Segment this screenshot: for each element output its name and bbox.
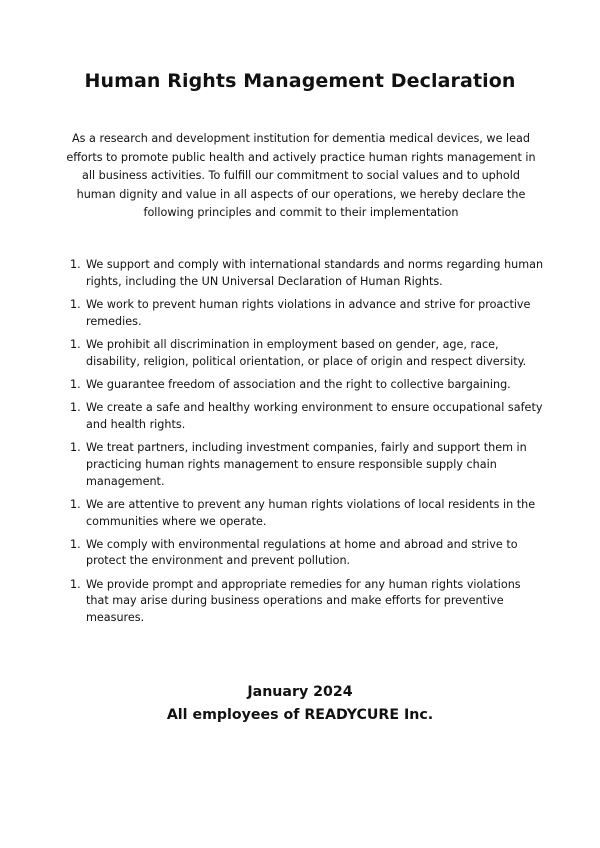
list-item xyxy=(70,297,546,330)
list-item xyxy=(70,337,546,370)
item-number: 1. xyxy=(70,258,81,271)
list-item xyxy=(70,400,546,433)
list-item xyxy=(70,257,546,290)
item-text: We guarantee freedom of association and the right to collective bargaining. xyxy=(86,377,511,391)
item-text: We support and comply with international standards and norms regarding human rights, including the UN Universal Declaration of Human Rights. xyxy=(86,258,544,288)
list-item xyxy=(70,577,546,627)
item-number: 1. xyxy=(70,497,81,511)
item-text: We treat partners, including investment companies, fairly and support them in practicing human rights management to ensure responsible supply chain management. xyxy=(86,441,527,488)
list-item xyxy=(70,537,546,570)
intro-paragraph: As a research and development institution for dementia medical devices, we lead efforts to promote public health and actively practice human rights management in all business activities. To fulfill our commitment to social values and to uphold human dignity and value in all aspects of our operations, we hereby declare the following principles and commit to their implementation xyxy=(66,132,536,220)
list-item xyxy=(70,497,546,530)
list-item xyxy=(70,440,546,490)
item-number: 1. xyxy=(70,377,81,391)
item-text: We work to prevent human rights violations in advance and strive for proactive remedies. xyxy=(86,297,531,328)
item-number: 1. xyxy=(70,577,81,591)
item-text: We provide prompt and appropriate remedies for any human rights violations that may arise during business operations and make efforts for preventive measures. xyxy=(86,577,521,625)
item-text: We create a safe and healthy working environment to ensure occupational safety and health rights. xyxy=(86,401,543,431)
list-item xyxy=(70,377,546,394)
declaration-footer xyxy=(0,681,600,726)
principles-list xyxy=(70,257,546,633)
item-text: We are attentive to prevent any human rights violations of local residents in the communities where we operate. xyxy=(86,497,536,528)
item-number: 1. xyxy=(70,441,81,455)
item-number: 1. xyxy=(70,401,81,415)
item-number: 1. xyxy=(70,297,81,311)
item-number: 1. xyxy=(70,337,81,351)
item-text: We comply with environmental regulations at home and abroad and strive to protect the environment and prevent pollution. xyxy=(86,537,518,568)
item-text: We prohibit all discrimination in employment based on gender, age, race, disability, religion, political orientation, or place of origin and respect diversity. xyxy=(86,337,527,368)
item-number: 1. xyxy=(70,537,81,551)
declaration-signature: All employees of READYCURE Inc. xyxy=(166,706,434,723)
declaration-date: January 2024 xyxy=(247,684,353,700)
page-title: Human Rights Management Declaration xyxy=(84,70,516,92)
